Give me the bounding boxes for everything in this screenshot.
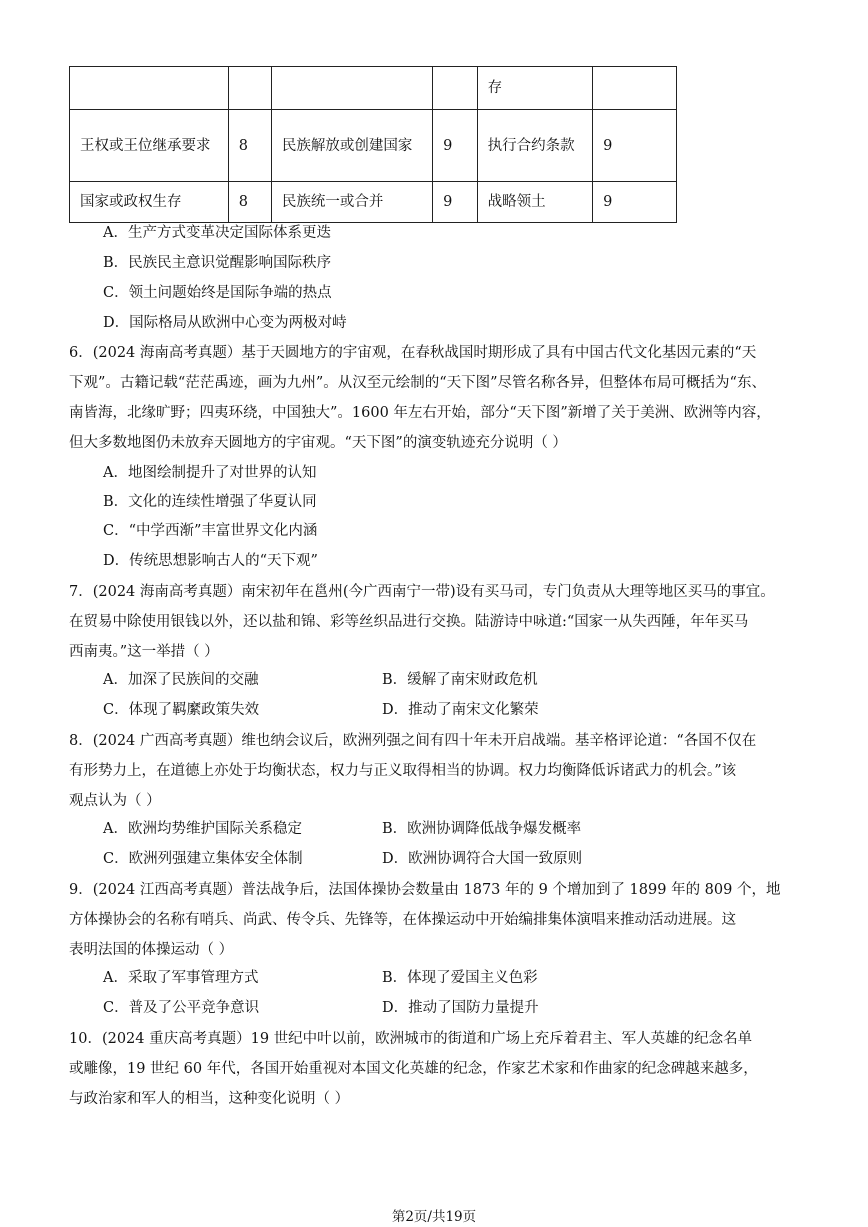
question-8-stem <box>69 726 797 816</box>
table-cell: 8 <box>228 110 271 182</box>
question-line: 但大多数地图仍未放弃天圆地方的宇宙观。“天下图”的演变轨迹充分说明（ ） <box>69 435 567 451</box>
q8-option-b[interactable]: B．欧洲协调降低战争爆发概率 <box>382 821 582 837</box>
question-line: 与政治家和军人的相当，这种变化说明（ ） <box>69 1091 350 1107</box>
question-line: 有形势力上，在道德上亦处于均衡状态，权力与正义取得相当的协调。权力均衡降低诉诸武力的机会。”该 <box>69 763 737 779</box>
q6-option-c[interactable]: C．“中学西渐”丰富世界文化内涵 <box>103 523 318 539</box>
q5-option-c[interactable]: C．领土问题始终是国际争端的热点 <box>103 285 332 301</box>
question-line: 观点认为（ ） <box>69 793 161 809</box>
q6-option-b[interactable]: B．文化的连续性增强了华夏认同 <box>103 494 317 510</box>
q5-option-b[interactable]: B．民族民主意识觉醒影响国际秩序 <box>103 255 332 271</box>
q5-option-a[interactable]: A．生产方式变革决定国际体系更迭 <box>103 225 331 241</box>
table-row <box>70 67 677 110</box>
page-footer: 第2页/共19页 <box>391 1209 477 1225</box>
table-cell: 8 <box>228 182 271 223</box>
q5-option-d[interactable]: D．国际格局从欧洲中心变为两极对峙 <box>103 315 347 331</box>
table-cell: 9 <box>593 110 677 182</box>
table-cell: 王权或王位继承要求 <box>70 110 229 182</box>
table-cell: 9 <box>433 182 477 223</box>
question-line: 6．(2024 海南高考真题）基于天圆地方的宇宙观，在春秋战国时期形成了具有中国古代文化基因元素的“天 <box>69 345 757 361</box>
q8-option-c[interactable]: C．欧洲列强建立集体安全体制 <box>103 851 303 867</box>
question-line: 西南夷。”这一举措（ ） <box>69 644 219 660</box>
q7-option-d[interactable]: D．推动了南宋文化繁荣 <box>382 702 539 718</box>
question-line: 7．(2024 海南高考真题）南宋初年在邕州(今广西南宁一带)设有买马司，专门负责从大理等地区买马的事宜。 <box>69 584 775 600</box>
q8-option-a[interactable]: A．欧洲均势维护国际关系稳定 <box>103 821 302 837</box>
table-cell <box>228 67 271 110</box>
q9-option-b[interactable]: B．体现了爱国主义色彩 <box>382 970 538 986</box>
question-line: 方体操协会的名称有哨兵、尚武、传令兵、先锋等，在体操运动中开始编排集体演唱来推动活动进展。这 <box>69 912 736 928</box>
question-line: 南皆海，北缘旷野；四夷环绕，中国独大”。1600 年左右开始，部分“天下图”新增了关于美洲、欧洲等内容， <box>69 405 771 421</box>
question-line: 表明法国的体操运动（ ） <box>69 942 234 958</box>
q7-option-a[interactable]: A．加深了民族间的交融 <box>103 672 259 688</box>
table-cell: 民族统一或合并 <box>271 182 432 223</box>
question-line: 或雕像，19 世纪 60 年代，各国开始重视对本国文化英雄的纪念，作家艺术家和作曲家的纪念碑越来越多， <box>69 1061 758 1077</box>
table-row <box>70 110 677 182</box>
question-7-stem <box>69 577 797 667</box>
table-cell: 执行合约条款 <box>477 110 593 182</box>
table-cell <box>433 67 477 110</box>
q7-option-b[interactable]: B．缓解了南宋财政危机 <box>382 672 538 688</box>
question-line: 8．(2024 广西高考真题）维也纳会议后，欧洲列强之间有四十年未开启战端。基辛格评论道：“各国不仅在 <box>69 733 757 749</box>
question-9-stem <box>69 875 797 965</box>
table-row <box>70 182 677 223</box>
table-cell <box>271 67 432 110</box>
question-line: 10．(2024 重庆高考真题）19 世纪中叶以前，欧洲城市的街道和广场上充斥着君主、军人英雄的纪念名单 <box>69 1031 753 1047</box>
question-line: 在贸易中除使用银钱以外，还以盐和锦、彩等丝织品进行交换。陆游诗中咏道:“国家一从失西陲，年年买马 <box>69 614 749 630</box>
table-cell <box>593 67 677 110</box>
table-cell: 战略领土 <box>477 182 593 223</box>
table-cell: 民族解放或创建国家 <box>271 110 432 182</box>
q9-option-a[interactable]: A．采取了军事管理方式 <box>103 970 259 986</box>
table-cell <box>70 67 229 110</box>
question-10-stem <box>69 1024 797 1114</box>
q7-option-c[interactable]: C．体现了羁縻政策失效 <box>103 702 260 718</box>
table-cell: 9 <box>433 110 477 182</box>
table-cell: 国家或政权生存 <box>70 182 229 223</box>
q8-option-d[interactable]: D．欧洲协调符合大国一致原则 <box>382 851 583 867</box>
table-cell: 存 <box>477 67 593 110</box>
q9-option-d[interactable]: D．推动了国防力量提升 <box>382 1000 539 1016</box>
question-line: 下观”。古籍记载“茫茫禹迹，画为九州”。从汉至元绘制的“天下图”尽管名称各异，但整体布局可概括为“东、 <box>69 375 766 391</box>
question-6-stem <box>69 338 797 458</box>
war-causes-table <box>69 66 677 223</box>
q9-option-c[interactable]: C．普及了公平竞争意识 <box>103 1000 260 1016</box>
q6-option-a[interactable]: A．地图绘制提升了对世界的认知 <box>103 465 317 481</box>
q6-option-d[interactable]: D．传统思想影响古人的“天下观” <box>103 553 318 569</box>
question-line: 9．(2024 江西高考真题）普法战争后，法国体操协会数量由 1873 年的 9 个增加到了 1899 年的 809 个，地 <box>69 882 781 898</box>
table-cell: 9 <box>593 182 677 223</box>
